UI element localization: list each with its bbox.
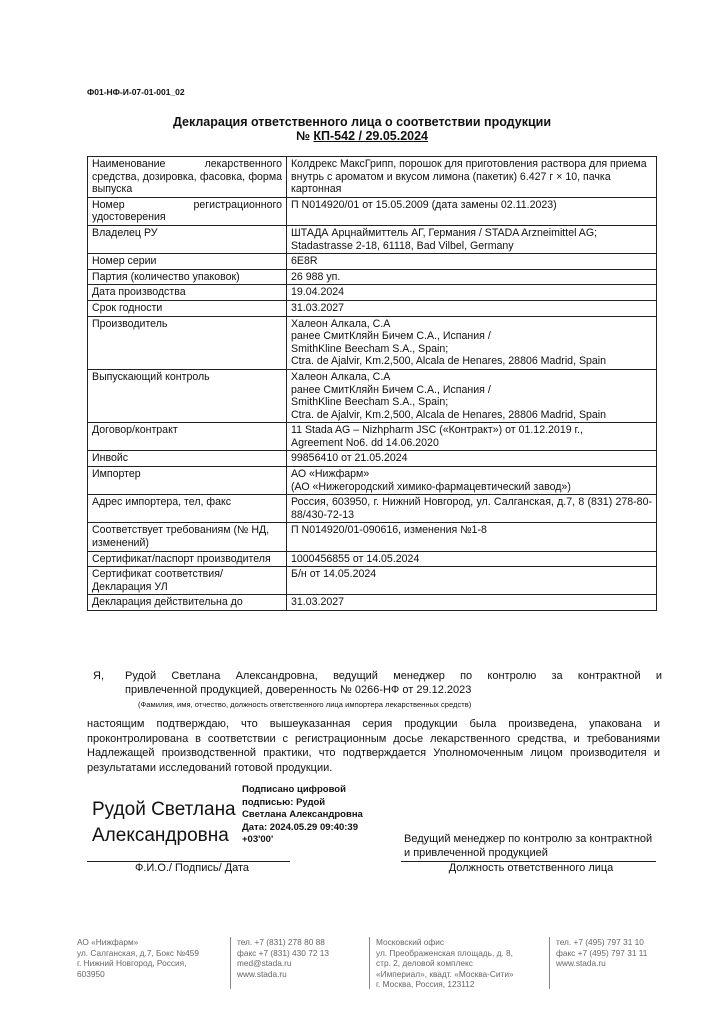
row-value-line: SmithKline Beecham S.A., Spain; <box>291 342 449 355</box>
table-row <box>88 595 657 611</box>
footer-company-address <box>77 937 199 979</box>
row-value: 31.03.2027 <box>287 300 657 316</box>
row-value-line: (АО «Нижегородский химико-фармацевтический завод») <box>291 480 571 493</box>
table-row <box>88 316 657 369</box>
footer-line: ул. Салганская, д.7, Бокс №459 <box>77 947 200 958</box>
footer-email: med@stada.ru <box>237 958 292 968</box>
table-row <box>88 225 657 253</box>
footer-moscow-contacts <box>556 937 647 969</box>
confirmation-paragraph: настоящим подтверждаю, что вышеуказанная серия продукции была произведена, упакована и проконтролирована в соответствии с регистрационным досье лекарственного средства, и требованиями Надлежащей производственной практики, что подтверждается Уполномоченным лицом производителя и результатами исследований готовой продукции. <box>87 718 660 774</box>
position-label: Должность ответственного лица <box>448 862 614 874</box>
row-value <box>287 369 657 422</box>
row-value-line: ранее СмитКляйн Бичем С.А., Испания / <box>291 330 491 343</box>
signature-name <box>92 797 236 849</box>
signature-name-line-2: Александровна <box>92 825 229 846</box>
row-value-line: Ctra. de Ajalvir, Km.2,500, Alcala de Henares, 28806 Madrid, Spain <box>291 355 607 368</box>
row-label: Партия (количество упаковок) <box>88 269 287 285</box>
row-value: П N014920/01-090616, изменения №1-8 <box>287 523 657 551</box>
row-label: Номер серии <box>88 254 287 270</box>
title-line-1: Декларация ответственного лица о соответствии продукции <box>172 115 552 129</box>
footer-line: АО «Нижфарм» <box>77 937 139 947</box>
signature-timezone: +03'00' <box>242 834 274 845</box>
statement-caption: (Фамилия, имя, отчество, должность ответственного лица импортера лекарственных средств) <box>138 700 472 709</box>
row-value: 26 988 уп. <box>287 269 657 285</box>
table-row <box>88 567 657 595</box>
signer-position <box>404 833 666 860</box>
row-value-line: Agreement No6. dd 14.06.2020 <box>291 436 439 449</box>
row-label: Адрес импортера, тел, факс <box>88 495 287 523</box>
signature-date: Дата: 2024.05.29 09:40:39 <box>242 821 359 833</box>
row-value <box>287 316 657 369</box>
row-value <box>287 423 657 451</box>
footer-line: ул. Преображенская площадь, д. 8, <box>376 947 513 958</box>
signature-meta-line: Подписано цифровой <box>242 784 346 795</box>
table-row <box>88 551 657 567</box>
row-label: Сертификат/паспорт производителя <box>88 551 287 567</box>
footer-phone: тел. +7 (495) 797 31 10 <box>556 937 644 947</box>
table-row <box>88 254 657 270</box>
footer-divider <box>549 937 550 989</box>
footer-line: «Империал», квадт. «Москва-Сити» <box>376 968 514 979</box>
row-label: Номер регистрационного удостоверения <box>88 197 287 225</box>
footer-line: Московский офис <box>376 937 444 947</box>
row-value-line: АО «Нижфарм» <box>291 468 370 481</box>
footer-moscow-office <box>376 937 514 990</box>
row-value-line: Халеон Алкала, С.А <box>291 317 391 330</box>
row-value: 19.04.2024 <box>287 285 657 301</box>
row-value: 6E8R <box>287 254 657 270</box>
declaration-number: КП-542 / 29.05.2024 <box>313 129 429 143</box>
row-value: Колдрекс МаксГрипп, порошок для приготовления раствора для приема внутрь с ароматом и вкусом лимона (пакетик) 6.427 г × 10, пачка картонная <box>287 157 657 198</box>
row-value-line: SmithKline Beecham S.A., Spain; <box>291 396 449 409</box>
table-row <box>88 467 657 495</box>
row-label: Декларация действительна до <box>88 595 287 611</box>
row-label: Соответствует требованиям (№ НД, изменений) <box>88 523 287 551</box>
row-label: Владелец РУ <box>88 225 287 253</box>
title-number-prefix: № <box>295 129 314 143</box>
position-line: Ведущий менеджер по контролю за контрактной <box>404 833 653 845</box>
row-value: 31.03.2027 <box>287 595 657 611</box>
document-code: Ф01-НФ-И-07-01-001_02 <box>87 87 185 97</box>
digital-signature-details <box>242 784 363 847</box>
row-value: ШТАДА Арцнаймиттель АГ, Германия / STADA Arzneimittel AG; Stadastrasse 2-18, 61118, Bad Vilbel, Germany <box>287 225 657 253</box>
table-row <box>88 495 657 523</box>
footer-divider <box>369 937 370 989</box>
table-row <box>88 451 657 467</box>
row-label: Срок годности <box>88 300 287 316</box>
footer-line: стр. 2, деловой комплекс <box>376 958 473 968</box>
title-line-2 <box>0 129 724 143</box>
row-label: Наименование лекарственного средства, дозировка, фасовка, форма выпуска <box>88 157 287 198</box>
row-label: Дата производства <box>88 285 287 301</box>
table-row <box>88 300 657 316</box>
table-row <box>88 157 657 198</box>
position-line: и привлеченной продукцией <box>404 846 548 859</box>
table-row <box>88 523 657 551</box>
table-row <box>88 285 657 301</box>
row-value-line: Ctra. de Ajalvir, Km.2,500, Alcala de Henares, 28806 Madrid, Spain <box>291 408 607 421</box>
row-label: Выпускающий контроль <box>88 369 287 422</box>
footer-fax: факс +7 (495) 797 31 11 <box>556 947 648 958</box>
row-value-line: 11 Stada AG – Nizhpharm JSC («Контракт») от 01.12.2019 г., <box>291 424 583 437</box>
footer-contacts <box>237 937 329 979</box>
table-row <box>88 197 657 225</box>
statement-line-2: привлеченной продукцией, доверенность № 0266-НФ от 29.12.2023 <box>125 684 472 696</box>
row-value: 99856410 от 21.05.2024 <box>287 451 657 467</box>
footer-divider <box>230 937 231 989</box>
footer-website: www.stada.ru <box>556 958 606 968</box>
row-label: Договор/контракт <box>88 423 287 451</box>
table-row <box>88 423 657 451</box>
row-label: Импортер <box>88 467 287 495</box>
row-label: Сертификат соответствия/Декларация УЛ <box>88 567 287 595</box>
signature-meta-line: подписью: Рудой <box>242 796 326 808</box>
row-label: Инвойс <box>88 451 287 467</box>
table-row <box>88 269 657 285</box>
statement-line-1: Рудой Светлана Александровна, ведущий менеджер по контролю за контрактной и <box>125 670 662 682</box>
footer-website: www.stada.ru <box>237 968 287 979</box>
fio-signature-date-label: Ф.И.О./ Подпись/ Дата <box>134 862 250 874</box>
row-value: Россия, 603950, г. Нижний Новгород, ул. Салганская, д.7, 8 (831) 278-80-88/430-72-13 <box>287 495 657 523</box>
row-value-line: Халеон Алкала, С.А <box>291 370 391 383</box>
row-value: Б/н от 14.05.2024 <box>287 567 657 595</box>
row-value: 1000456855 от 14.05.2024 <box>287 551 657 567</box>
row-value-line: ранее СмитКляйн Бичем С.А., Испания / <box>291 383 491 396</box>
footer-line: г. Москва, Россия, 123112 <box>376 979 475 989</box>
footer-phone: тел. +7 (831) 278 80 88 <box>237 937 325 947</box>
signature-meta-line: Светлана Александровна <box>242 809 363 820</box>
document-title <box>0 115 724 143</box>
row-value <box>287 467 657 495</box>
row-value: П N014920/01 от 15.05.2009 (дата замены 02.11.2023) <box>287 197 657 225</box>
declaration-table <box>87 156 657 611</box>
table-row <box>88 369 657 422</box>
footer-fax: факс +7 (831) 430 72 13 <box>237 947 329 958</box>
row-label: Производитель <box>88 316 287 369</box>
statement-pronoun: Я, <box>93 670 104 682</box>
footer-line: 603950 <box>77 968 105 979</box>
footer-line: г. Нижний Новгород, Россия, <box>77 958 187 968</box>
signature-name-line-1: Рудой Светлана <box>92 799 236 820</box>
